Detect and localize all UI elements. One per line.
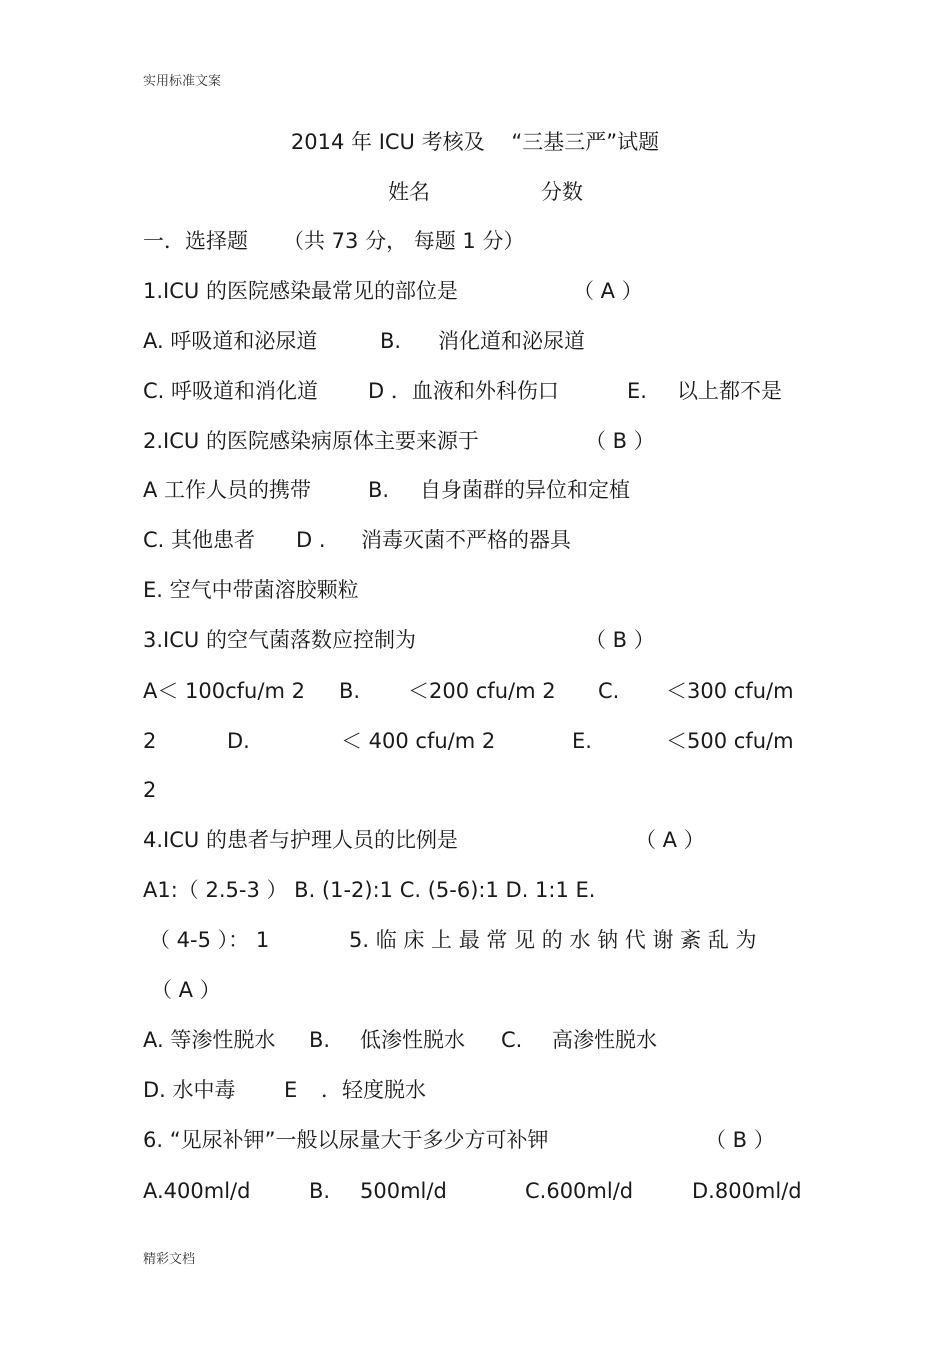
answer: （ B ）	[585, 628, 655, 652]
question-stem: 3.ICU 的空气菌落数应控制为	[143, 628, 416, 652]
option-a: A.400ml/d	[143, 1179, 251, 1203]
option-b-text: ＜200 cfu/m 2	[408, 679, 556, 703]
option-d: D. 水中毒	[143, 1078, 236, 1102]
option-d: D ．血液和外科伤口	[368, 379, 559, 403]
question-5-stem: 5. 临 床 上 最 常 见 的 水 钠 代 谢 紊 乱 为	[349, 928, 757, 952]
title-main: 2014 年 ICU 考核及	[290, 130, 485, 154]
name-label: 姓名	[388, 180, 430, 204]
option-b: B.	[368, 478, 390, 502]
option-d-text: ＜ 400 cfu/m 2	[341, 729, 496, 753]
question-stem: 2.ICU 的医院感染病原体主要来源于	[143, 429, 479, 453]
section-note: （共 73 分， 每题 1 分）	[283, 229, 525, 253]
score-label: 分数	[541, 180, 583, 204]
question-stem: 4.ICU 的患者与护理人员的比例是	[143, 828, 458, 852]
option-c: C. 其他患者	[143, 528, 256, 552]
answer: （ B ）	[585, 429, 655, 453]
title-quote: “三基三严”试题	[511, 130, 660, 154]
option-d: D.800ml/d	[692, 1179, 802, 1203]
option-b: B.	[309, 1028, 331, 1052]
q4-options: A1:（ 2.5-3 ） B. (1-2):1 C. (5-6):1 D. 1:1 E.	[143, 878, 596, 902]
option-c: C.600ml/d	[525, 1179, 634, 1203]
option-b-text: 消化道和泌尿道	[438, 329, 585, 353]
option-e-text: ．轻度脱水	[321, 1078, 426, 1102]
option-d: D.	[227, 729, 250, 753]
option-c-unit: 2	[143, 729, 157, 753]
section-heading: 一．选择题	[143, 229, 248, 253]
question-stem: 1.ICU 的医院感染最常见的部位是	[143, 279, 458, 303]
answer: （ A ）	[635, 828, 705, 852]
option-e: E.	[572, 729, 592, 753]
option-b: B.	[309, 1179, 331, 1203]
option-d-text: 消毒灭菌不严格的器具	[361, 528, 571, 552]
option-e-unit: 2	[143, 778, 157, 802]
page-footer: 精彩文档	[143, 1252, 196, 1267]
option-e-text: ＜500 cfu/m	[666, 729, 794, 753]
option-b-text: 500ml/d	[360, 1179, 447, 1203]
page-header: 实用标准文案	[143, 74, 222, 89]
option-a: A. 等渗性脱水	[143, 1028, 276, 1052]
option-e-cont: （ 4-5 ）： 1	[149, 928, 270, 952]
option-b-text: 低渗性脱水	[360, 1028, 465, 1052]
option-d: D .	[296, 528, 326, 552]
option-b-text: 自身菌群的异位和定植	[420, 478, 630, 502]
option-a: A. 呼吸道和泌尿道	[143, 329, 318, 353]
exam-title	[0, 126, 950, 156]
answer: （ A ）	[151, 978, 221, 1002]
option-c: C.	[598, 679, 620, 703]
answer: （ B ）	[705, 1128, 775, 1152]
option-e: E. 空气中带菌溶胶颗粒	[143, 578, 359, 602]
option-e: E	[284, 1078, 298, 1102]
option-c-text: 高渗性脱水	[552, 1028, 657, 1052]
option-e: E.	[627, 379, 647, 403]
question-stem: 6. “见尿补钾”一般以尿量大于多少方可补钾	[143, 1128, 549, 1152]
option-c: C. 呼吸道和消化道	[143, 379, 319, 403]
option-e-text: 以上都不是	[677, 379, 782, 403]
option-b: B.	[339, 679, 361, 703]
answer: （ A ）	[573, 279, 643, 303]
option-c: C.	[501, 1028, 523, 1052]
option-a: A＜ 100cfu/m 2	[143, 679, 305, 703]
option-a: A 工作人员的携带	[143, 478, 312, 502]
option-c-text: ＜300 cfu/m	[666, 679, 794, 703]
option-b: B.	[380, 329, 402, 353]
